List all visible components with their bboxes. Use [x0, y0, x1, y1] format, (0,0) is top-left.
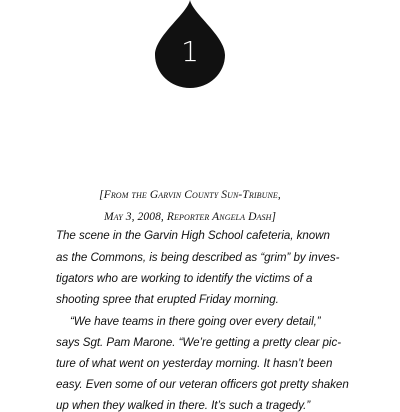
article-line: The scene in the Garvin High School cafeteria, known	[56, 229, 330, 242]
dateline-source	[40, 189, 340, 201]
dateline-date-reporter-text: May 3, 2008, Reporter Angela Dash]	[103, 211, 277, 223]
article-line: “We have teams in there going over every detail,”	[70, 315, 321, 328]
dateline-source-text: [From the Garvin County Sun-Tribune,	[99, 189, 281, 201]
article-line: tigators who are working to identify the victims of a	[56, 272, 313, 285]
article-line: up when they walked in there. It’s such a tragedy.”	[56, 399, 311, 412]
article-line: shooting spree that erupted Friday morning.	[56, 293, 279, 306]
article-line: says Sgt. Pam Marone. “We’re getting a pretty clear pic-	[56, 336, 342, 349]
dateline-date-reporter	[40, 211, 340, 223]
article-line: ture of what went on yesterday morning. It hasn’t been	[56, 357, 333, 370]
article-line: as the Commons, is being described as “grim” by inves-	[56, 251, 340, 264]
article-line: easy. Even some of our veteran officers got pretty shaken	[56, 378, 349, 391]
chapter-number: 1	[181, 35, 199, 68]
